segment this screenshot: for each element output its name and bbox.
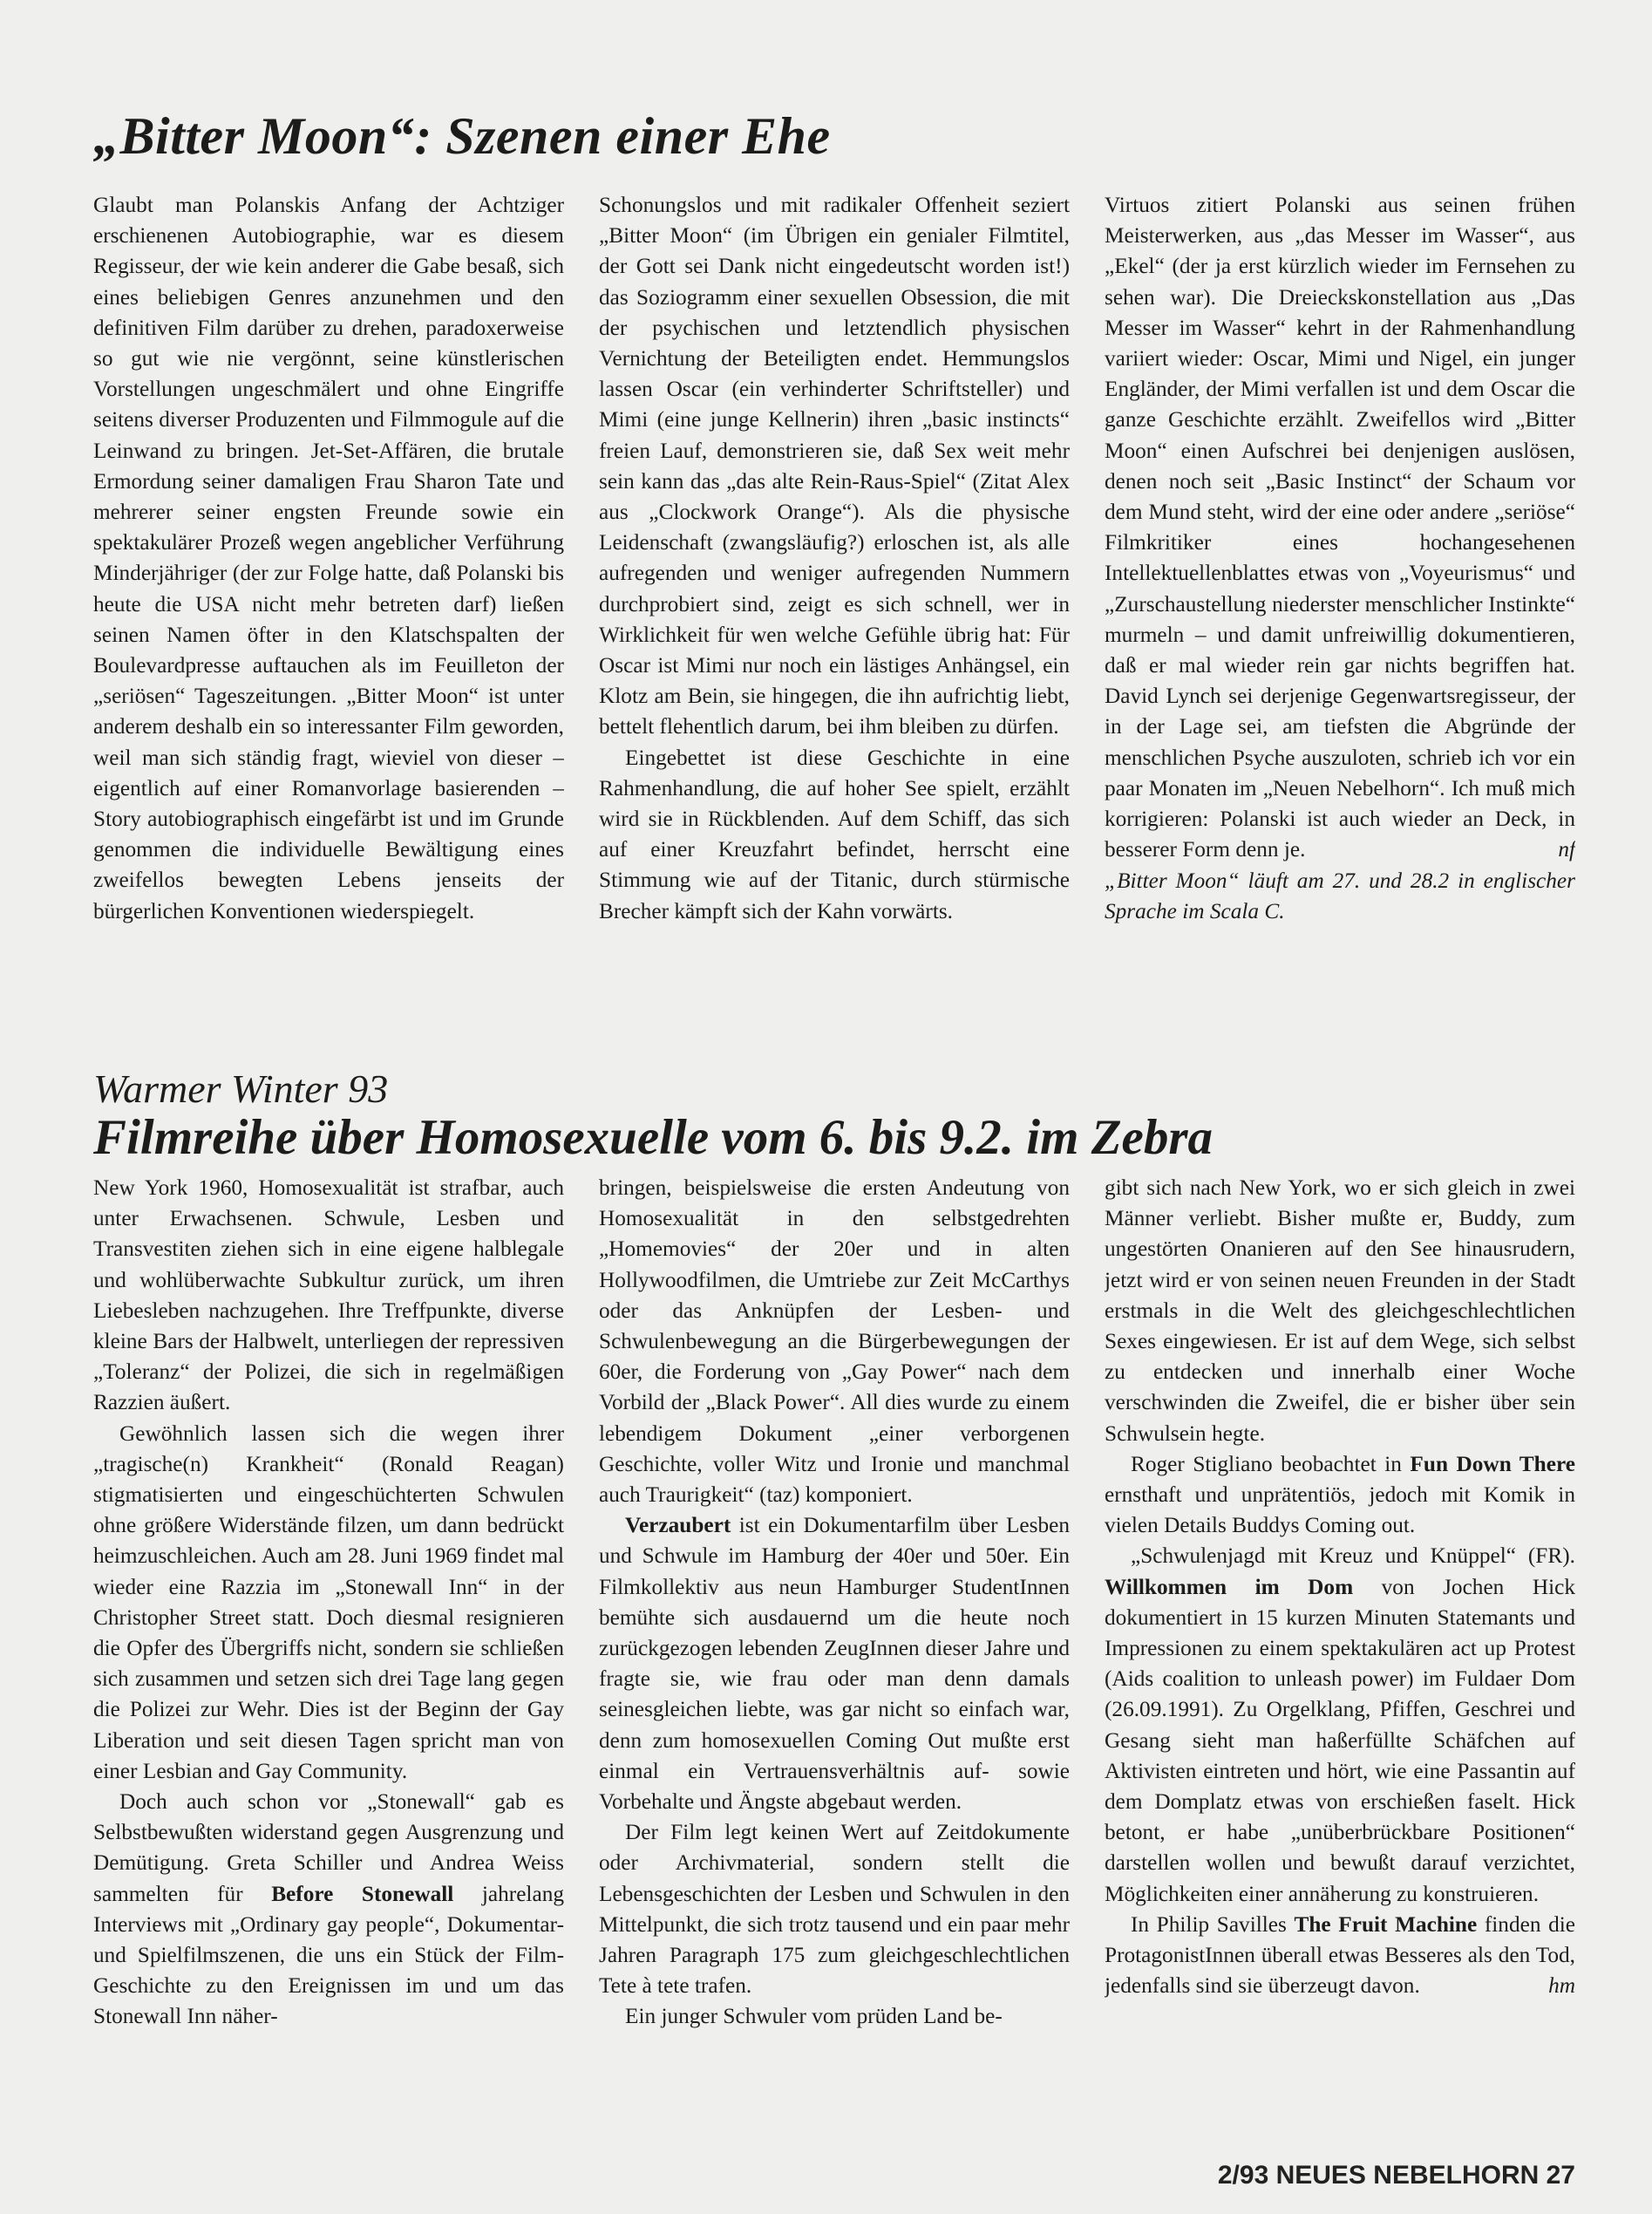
article1-column-1 (93, 190, 564, 992)
author-signature: nf (1558, 837, 1575, 862)
paragraph-text: finden die ProtagonistInnen überall etwas Besseres als den Tod, jedenfalls sind sie überzeugt davon. (1105, 1911, 1575, 1999)
film-title: Verzaubert (625, 1513, 731, 1538)
paragraph (1105, 1449, 1575, 1542)
article2-column-3 (1105, 1173, 1575, 2097)
article2-column-2 (599, 1173, 1070, 2097)
paragraph-text: Roger Stigliano beobachtet in (1131, 1451, 1411, 1476)
article1-column-2 (599, 190, 1070, 992)
paragraph-text: ernsthaft und unprätentiös, jedoch mit Komik in vielen Details Buddys Coming out. (1105, 1482, 1575, 1538)
paragraph (1105, 1541, 1575, 1909)
paragraph-text: jahrelang Interviews mit „Ordinary gay people“, Dokumentar- und Spielfilmszenen, die uns ein Stück der Film-Geschichte zu den Ereignissen im und um das Stonewall Inn näher- (93, 1881, 564, 2029)
article2-column-1 (93, 1173, 564, 2097)
paragraph: Eingebettet ist diese Geschichte in eine Rahmenhandlung, die auf hoher See spielt, erzählt wird sie in Rückblenden. Auf dem Schiff, das sich auf einer Kreuzfahrt befindet, herrscht eine Stimmung wie auf der Titanic, durch stürmische Brecher kämpft sich der Kahn vorwärts. (599, 745, 1070, 923)
article1-column-3 (1105, 190, 1575, 992)
article2-body (93, 1173, 1575, 2097)
film-title: Before Stonewall (271, 1881, 454, 1906)
author-signature: hm (1548, 1973, 1575, 1999)
paragraph: Schonungslos und mit radikaler Offenheit seziert „Bitter Moon“ (im Übrigen ein genialer Filmtitel, der Gott sei Dank nicht eingedeutscht worden ist!) das Soziogramm einer sexuellen Obsession, die mit der psychischen und letztendlich physischen Vernichtung der Beteiligten endet. Hemmungslos lassen Oscar (ein verhinderter Schriftsteller) und Mimi (eine junge Kellnerin) ihren „basic instincts“ freien Lauf, demonstrieren sie, daß Sex weit mehr sein kann das „das alte Rein-Raus-Spiel“ (Zitat Alex aus „Clockwork Orange“). Als die physische Leidenschaft (zwangsläufig?) erloschen ist, als alle aufregenden und weniger aufregenden Nummern durchprobiert sind, zeigt es sich schnell, wer in Wirklichkeit für wen welche Gefühle übrig hat: Für Oscar ist Mimi nur noch ein lästiges Anhängsel, ein Klotz am Bein, sie hingegen, die ihn aufrichtig liebt, bettelt flehentlich darum, bei ihm bleiben zu dürfen. (599, 193, 1070, 739)
article2-kicker: Warmer Winter 93 (93, 1066, 389, 1111)
paragraph: bringen, beispielsweise die ersten Andeutung von Homosexualität in den selbstgedrehten „Homemovies“ der 20er und in alten Hollywoodfilmen, die Umtriebe zur Zeit McCarthys oder das Anknüpfen der Lesben- und Schwulenbewegung an die Bürgerbewegungen der 60er, die Forderung von „Gay Power“ nach dem Vorbild der „Black Power“. All dies wurde zu einem lebendigem Dokument „einer verborgenen Geschichte, voller Witz und Ironie und manchmal auch Traurigkeit“ (taz) komponiert. (599, 1175, 1070, 1508)
film-title: Fun Down There (1410, 1451, 1575, 1476)
film-title: The Fruit Machine (1294, 1911, 1478, 1937)
paragraph-text: Doch auch schon vor „Stonewall“ gab es Selbstbewußten widerstand gegen Ausgrenzung und Demütigung. Greta Schiller und Andrea Weiss sammelten für (93, 1789, 564, 1906)
paragraph: New York 1960, Homosexualität ist strafbar, auch unter Erwachsenen. Schwule, Lesben und Transvestiten ziehen sich in eine eigene halblegale und wohlüberwachte Subkultur zurück, um ihren Liebesleben nachzugehen. Ihre Treffpunkte, diverse kleine Bars der Halbwelt, unterliegen der repressiven „Toleranz“ der Polizei, die sich in regelmäßigen Razzien äußert. (93, 1175, 564, 1415)
paragraph (93, 1787, 564, 2033)
paragraph: Der Film legt keinen Wert auf Zeitdokumente oder Archivmaterial, sondern stellt die Lebensgeschichten der Lesben und Schwulen in den Mittelpunkt, die sich trotz tausend und ein paar mehr Jahren Paragraph 175 zum gleichgeschlechtlichen Tete à tete trafen. (599, 1820, 1070, 1999)
film-title: Willkommen im Dom (1105, 1574, 1354, 1599)
screening-note: „Bitter Moon“ läuft am 27. und 28.2 in englischer Sprache im Scala C. (1105, 868, 1575, 923)
paragraph-text: ist ein Dokumentarfilm über Lesben und Schwule im Hamburg der 40er und 50er. Ein Filmkollektiv aus neun Hamburger StudentInnen bemühte sich ausdauernd um die heute noch zurückgezogen lebenden ZeugInnen dieser Jahre und fragte sie, wie frau oder man denn damals seinesgleichen liebte, was gar nicht so einfach war, denn zum homosexuellen Coming Out mußte erst einmal ein Vertrauensverhältnis auf- sowie Vorbehalte und Ängste abgebaut werden. (599, 1513, 1070, 1815)
paragraph-text: „Schwulenjagd mit Kreuz und Knüppel“ (FR). (1131, 1543, 1575, 1569)
article2-title: Filmreihe über Homosexuelle vom 6. bis 9.2. im Zebra (93, 1110, 1214, 1165)
paragraph (599, 1510, 1070, 1817)
article1-body (93, 190, 1575, 992)
paragraph: Gewöhnlich lassen sich die wegen ihrer „tragische(n) Krankheit“ (Ronald Reagan) stigmatisierten und eingeschüchterten Schwulen ohne größere Widerstände filzen, um dann bedrückt heimzuschleichen. Auch am 28. Juni 1969 findet mal wieder eine Razzia im „Stonewall Inn“ in der Christopher Street statt. Doch diesmal resignieren die Opfer des Übergriffs nicht, sondern sie schließen sich zusammen und setzen sich drei Tage lang gegen die Polizei zur Wehr. Dies ist der Beginn der Gay Liberation und seit diesen Tagen spricht man von einer Lesbian and Gay Community. (93, 1420, 564, 1783)
page-footer: 2/93 NEUES NEBELHORN 27 (1217, 2161, 1575, 2190)
paragraph-text: In Philip Savilles (1131, 1911, 1295, 1937)
paragraph: gibt sich nach New York, wo er sich gleich in zwei Männer verliebt. Bisher mußte er, Buddy, zum ungestörten Onanieren auf den See hinausrudern, jetzt wird er von seinen neuen Freunden in der Stadt erstmals in die Welt des gleichgeschlechtlichen Sexes eingewiesen. Er ist auf dem Wege, sich selbst zu entdecken und innerhalb einer Woche verschwinden die Zweifel, die er bisher über sein Schwulsein hegte. (1105, 1175, 1575, 1446)
paragraph: Glaubt man Polanskis Anfang der Achtziger erschienenen Autobiographie, war es diesem Regisseur, der wie kein anderer die Gabe besaß, sich eines beliebigen Genres anzunehmen und den definitiven Film darüber zu drehen, paradoxerweise so gut wie nie vergönnt, seine künstlerischen Vorstellungen ungeschmälert und ohne Eingriffe seitens diverser Produzenten und Filmmogule auf die Leinwand zu bringen. Jet-Set-Affären, die brutale Ermordung seiner damaligen Frau Sharon Tate und mehrerer seiner engsten Freunde sowie ein spektakulärer Prozeß wegen angeblicher Verführung Minderjähriger (der zur Folge hatte, daß Polanski bis heute die USA nicht mehr betreten darf) ließen seinen Namen öfter in den Klatschspalten der Boulevardpresse auftauchen als im Feuilleton der „seriösen“ Tageszeitungen. „Bitter Moon“ ist unter anderem deshalb ein so interessanter Film geworden, weil man sich ständig fragt, wieviel von dieser – eigentlich auf einer Romanvorlage basierenden – Story autobiographisch eingefärbt ist und im Grunde genommen die individuelle Bewältigung eines zweifellos bewegten Lebens jenseits der bürgerlichen Konventionen wiederspiegelt. (93, 193, 564, 923)
paragraph: Ein junger Schwuler vom prüden Land be- (625, 2004, 1003, 2029)
article1-title: „Bitter Moon“: Szenen einer Ehe (93, 107, 831, 165)
paragraph: Virtuos zitiert Polanski aus seinen frühen Meisterwerken, aus „das Messer im Wasser“, aus „Ekel“ (der ja erst kürzlich wieder im Fernsehen zu sehen war). Die Dreieckskonstellation aus „Das Messer im Wasser“ kehrt in der Rahmenhandlung variiert wieder: Oscar, Mimi und Nigel, ein junger Engländer, der Mimi verfallen ist und dem Oscar die ganze Geschichte erzählt. Zweifellos wird „Bitter Moon“ einen Aufschrei bei denjenigen auslösen, denen noch seit „Basic Instinct“ der Schaum vor dem Mund steht, wird der eine oder andere „seriöse“ Filmkritiker eines hochangesehenen Intellektuellenblattes etwas von „Voyeurismus“ und „Zurschaustellung niederster menschlicher Instinkte“ murmeln – und damit unfreiwillig dokumentieren, daß er mal wieder rein gar nichts begriffen hat. David Lynch sei derjenige Gegenwartsregisseur, der in der Lage sei, am tiefsten die Abgründe der menschlichen Psyche auszuloten, schrieb ich vor ein paar Monaten im „Neuen Nebelhorn“. Ich muß mich korrigieren: Polanski ist auch wieder an Deck, in besserer Form denn je. (1105, 193, 1575, 862)
paragraph-text: von Jochen Hick dokumentiert in 15 kurzen Minuten Statemants und Impressionen zu einem spektakulären act up Protest (Aids coalition to unleash power) im Fuldaer Dom (26.09.1991). Zu Orgelklang, Pfiffen, Geschrei und Gesang sieht man haßerfüllte Schäfchen auf Aktivisten eintreten und hört, wie eine Passantin auf dem Domplatz etwas von erschießen faselt. Hick betont, er habe „unüberbrückbare Positionen“ darstellen wollen und bewußt darauf verzichtet, Möglichkeiten einer annäherung zu konstruieren. (1105, 1574, 1575, 1906)
